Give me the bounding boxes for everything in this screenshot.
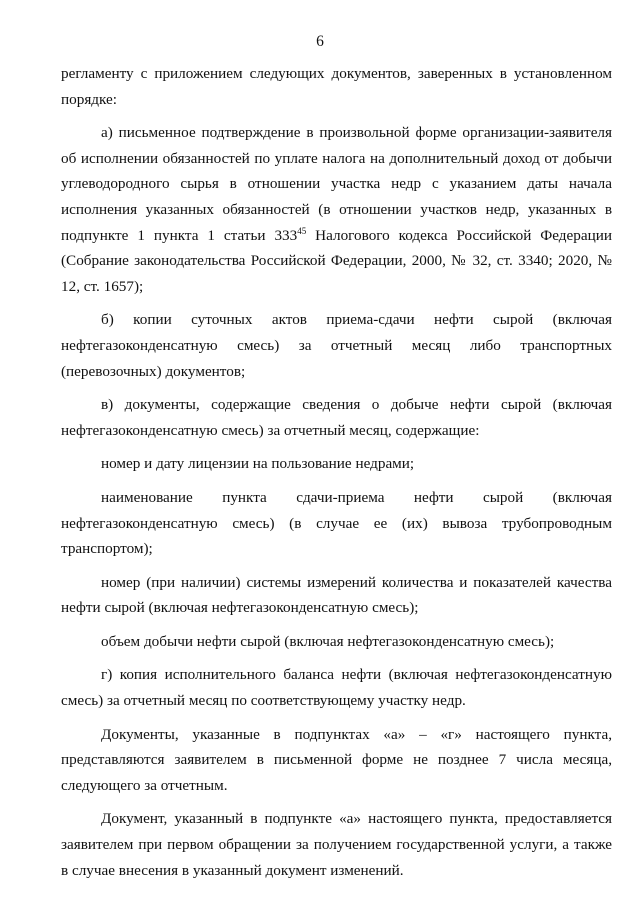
paragraph-item-b: б) копии суточных актов приема-сдачи нефти сырой (включая нефтегазоконденсатную смесь) за отчетный месяц либо транспортных (перевозочных) документов; bbox=[61, 311, 612, 380]
paragraph-item-a-tail: Налогового кодекса Российской Федерации (Собрание законодательства Российской Федерации, 2000, № 32, ст. 3340; 2020, № 12, ст. 1657); bbox=[61, 226, 612, 295]
document-body bbox=[61, 61, 612, 891]
paragraph-measurement-system: номер (при наличии) системы измерений количества и показателей качества нефти сырой (включая нефтегазоконденсатную смесь); bbox=[61, 573, 612, 617]
paragraph-item-g: г) копия исполнительного баланса нефти (включая нефтегазоконденсатную смесь) за отчетный месяц по соответствующему участку недр. bbox=[61, 666, 612, 710]
paragraph-item-a-text: а) письменное подтверждение в произвольной форме организации-заявителя об исполнении обязанностей по уплате налога на дополнительный доход от добычи углеводородного сырья в отношении участка недр с указанием даты начала исполнения указанных обязанностей (в отношении участков недр, указанных в подпункте 1 пункта 1 статьи 333 bbox=[61, 124, 612, 244]
paragraph-license: номер и дату лицензии на пользование недрами; bbox=[101, 455, 415, 473]
paragraph-production-volume: объем добычи нефти сырой (включая нефтегазоконденсатную смесь); bbox=[101, 632, 555, 650]
paragraph-delivery-point: наименование пункта сдачи-приема нефти сырой (включая нефтегазоконденсатную смесь) (в случае ее (их) вывоза трубопроводным транспортом); bbox=[61, 488, 612, 558]
paragraph-item-v: в) документы, содержащие сведения о добыче нефти сырой (включая нефтегазоконденсатную смесь) за отчетный месяц, содержащие: bbox=[61, 396, 612, 439]
paragraph-submission-deadline: Документы, указанные в подпунктах «а» – «г» настоящего пункта, представляются заявителем в письменной форме не позднее 7 числа месяца, следующего за отчетным. bbox=[61, 725, 612, 794]
paragraph-intro: регламенту с приложением следующих документов, заверенных в установленном порядке: bbox=[61, 65, 612, 108]
paragraph-item-a bbox=[61, 120, 612, 299]
article-superscript: 45 bbox=[297, 225, 307, 236]
paragraph-first-request: Документ, указанный в подпункте «а» настоящего пункта, предоставляется заявителем при первом обращении за получением государственной услуги, а также в случае внесения в указанный документ изменений. bbox=[61, 810, 612, 879]
page-number: 6 bbox=[316, 33, 324, 50]
